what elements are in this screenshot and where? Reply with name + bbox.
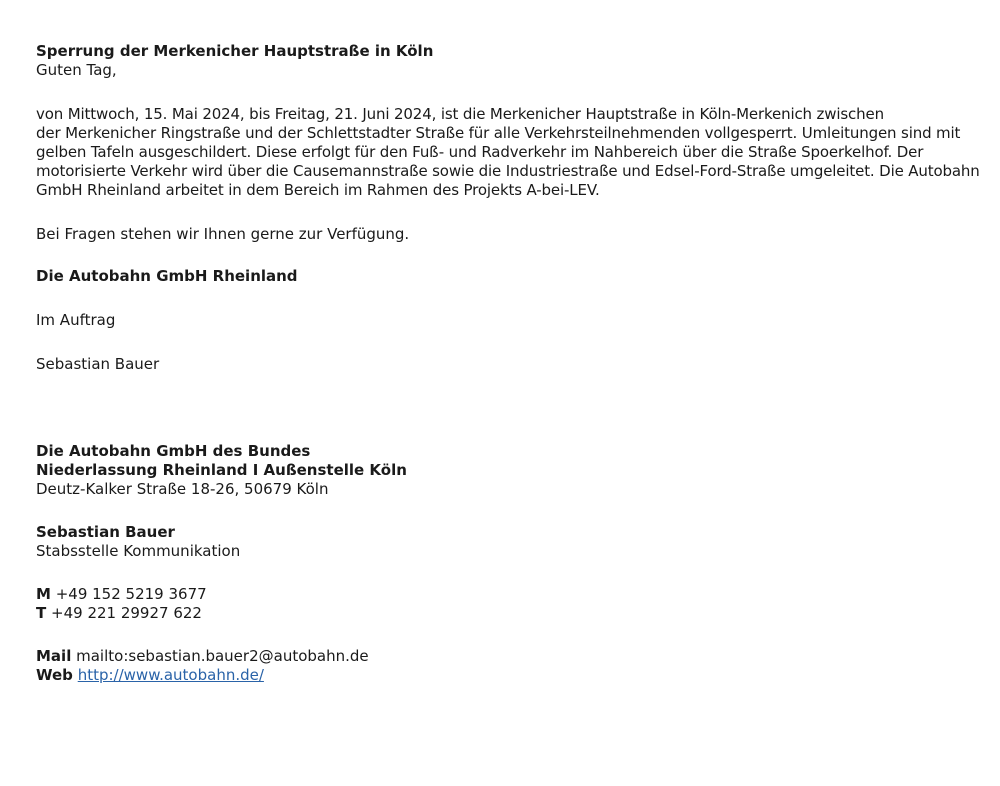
greeting: Guten Tag, bbox=[36, 61, 117, 79]
signature-role: Stabsstelle Kommunikation bbox=[36, 542, 241, 560]
phone-label: T bbox=[36, 604, 47, 622]
body-line: gelben Tafeln ausgeschildert. Diese erfolgt für den Fuß- und Radverkehr im Nahbereich über die Straße Spoerkelhof. Der bbox=[36, 143, 924, 161]
website-link[interactable]: http://www.autobahn.de/ bbox=[77, 666, 264, 684]
signature-phone-block bbox=[36, 585, 998, 623]
mail-label: Mail bbox=[36, 647, 72, 665]
sender-organization: Die Autobahn GmbH Rheinland bbox=[36, 267, 298, 285]
mail-address: mailto:sebastian.bauer2@autobahn.de bbox=[76, 647, 369, 665]
im-auftrag: Im Auftrag bbox=[36, 311, 116, 329]
body-line: GmbH Rheinland arbeitet in dem Bereich im Rahmen des Projekts A-bei-LEV. bbox=[36, 181, 600, 199]
signature-org-line2: Niederlassung Rheinland I Außenstelle Köln bbox=[36, 461, 407, 479]
phone-number: +49 221 29927 622 bbox=[51, 604, 202, 622]
mobile-line bbox=[36, 585, 998, 604]
signature-organization-block bbox=[36, 442, 998, 499]
phone-line bbox=[36, 604, 998, 623]
closing-sentence: Bei Fragen stehen wir Ihnen gerne zur Verfügung. bbox=[36, 225, 410, 243]
signer-name: Sebastian Bauer bbox=[36, 355, 160, 373]
body-line: von Mittwoch, 15. Mai 2024, bis Freitag, 21. Juni 2024, ist die Merkenicher Hauptstraße in Köln-Merkenich zwischen bbox=[36, 105, 884, 123]
letter-body bbox=[36, 105, 998, 200]
web-line bbox=[36, 666, 998, 685]
letter-subject: Sperrung der Merkenicher Hauptstraße in Köln bbox=[36, 42, 434, 60]
mobile-label: M bbox=[36, 585, 51, 603]
mail-line bbox=[36, 647, 998, 666]
letter bbox=[36, 42, 998, 685]
signature-org-line1: Die Autobahn GmbH des Bundes bbox=[36, 442, 311, 460]
signature-person-block bbox=[36, 523, 998, 561]
signature-name: Sebastian Bauer bbox=[36, 523, 175, 541]
signature-address: Deutz-Kalker Straße 18-26, 50679 Köln bbox=[36, 480, 329, 498]
body-line: der Merkenicher Ringstraße und der Schlettstadter Straße für alle Verkehrsteilnehmenden vollgesperrt. Umleitungen sind mit bbox=[36, 124, 961, 142]
signature-online-block bbox=[36, 647, 998, 685]
body-line: motorisierte Verkehr wird über die Causemannstraße sowie die Industriestraße und Edsel-Ford-Straße umgeleitet. Die Autobahn bbox=[36, 162, 980, 180]
mobile-number: +49 152 5219 3677 bbox=[55, 585, 207, 603]
web-label: Web bbox=[36, 666, 73, 684]
